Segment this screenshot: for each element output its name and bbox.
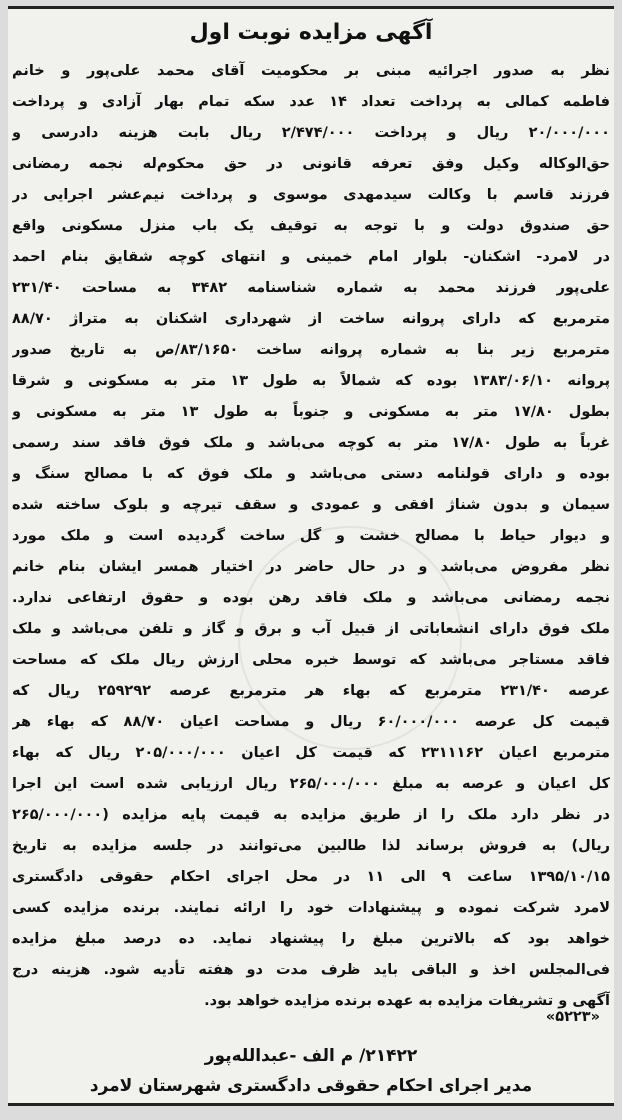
body-line: فاقد مستاجر می‌باشد که توسط خبره محلی ارزش ریال ملک که مساحت [12, 652, 610, 668]
body-line: بوده و دارای قولنامه دستی می‌باشد و ملک فوق که با مصالح سنگ و [12, 466, 610, 482]
body-line: پروانه ۱۳۸۳/۰۶/۱۰ بوده که شمالاً به طول ۱۳ متر به مسکونی و شرقا [12, 373, 610, 389]
body-line: در لامرد- اشکنان- بلوار امام خمینی و انتهای کوچه شقایق بنام احمد [12, 249, 610, 265]
body-line: نجمه رمضانی می‌باشد و ملک فاقد رهن بوده و حقوق ارتفاعی ندارد. [12, 590, 610, 606]
notice-title: آگهی مزایده نوبت اول [189, 20, 433, 45]
body-line: عرصه ۲۳۱/۴۰ مترمربع که بهاء هر مترمربع عرصه ۲۵۹۲۹۲ ریال که [12, 683, 610, 699]
bottom-border-rule [8, 1103, 614, 1106]
body-line: نظر به صدور اجرائیه مبنی بر محکومیت آقای محمد علی‌پور و خانم [12, 63, 610, 79]
signature-reference: ۲۱۴۲۲/ م الف -عبدالله‌پور [204, 1046, 418, 1066]
body-line: کل اعیان و عرصه به مبلغ ۲۶۵/۰۰۰/۰۰۰ ریال ارزیابی شده است این اجرا [12, 776, 610, 792]
body-line: علی‌پور فرزند محمد به شماره شناسنامه ۳۴۸۲ به مساحت ۲۳۱/۴۰ [12, 280, 610, 296]
body-line: مترمربع اعیان ۲۳۱۱۱۶۲ که قیمت کل اعیان ۲۰۵/۰۰۰/۰۰۰ ریال که بهاء [12, 745, 610, 761]
body-line: خواهد بود که بالاترین مبلغ را پیشنهاد نماید. ده درصد مبلغ مزایده [12, 931, 610, 947]
body-line: فی‌المجلس اخذ و الباقی باید ظرف مدت دو هفته تأدیه شود. هزینه درج [12, 962, 610, 978]
body-line: ریال) به فروش برساند لذا طالبین می‌توانند در جلسه مزایده به تاریخ [12, 838, 610, 854]
notice-code: «۵۲۲۳» [545, 1009, 600, 1025]
body-line: فاطمه کمالی به پرداخت تعداد ۱۴ عدد سکه تمام بهار آزادی و پرداخت [12, 94, 610, 110]
body-line: و دیوار حیاط با مصالح خشت و گل ساخت گردیده است و ملک مورد [12, 528, 610, 544]
body-line: نظر مفروض می‌باشد و در حال حاضر در اختیار همسر ایشان بنام خانم [12, 559, 610, 575]
body-line: مترمربع که دارای پروانه ساخت از شهرداری اشکنان به متراژ ۸۸/۷۰ [12, 311, 610, 327]
body-line: فرزند قاسم با وکالت سیدمهدی موسوی و پرداخت نیم‌عشر اجرایی در [12, 187, 610, 203]
body-line: ملک فوق دارای انشعاباتی از قبیل آب و برق و گاز و تلفن می‌باشد و ملک [12, 621, 610, 637]
top-border-rule [8, 6, 614, 9]
notice-page [8, 6, 614, 1106]
body-line: ۲۰/۰۰۰/۰۰۰ ریال و پرداخت ۲/۴۷۴/۰۰۰ ریال بابت هزینه دادرسی و [12, 125, 610, 141]
body-line: سیمان و بدون شناژ افقی و عمودی و سقف تیرچه و بلوک ساخته شده [12, 497, 610, 513]
body-line: حق صندوق دولت و با توجه به توقیف یک باب منزل مسکونی واقع [12, 218, 610, 234]
body-line: حق‌الوکاله وکیل وفق تعرفه قانونی در حق محکوم‌له نجمه رمضانی [12, 156, 610, 172]
body-line: ۱۳۹۵/۱۰/۱۵ ساعت ۹ الی ۱۱ در محل اجرای احکام حقوقی دادگستری [12, 869, 610, 885]
body-line: آگهی و تشریفات مزایده به عهده برنده مزایده خواهد بود. [204, 993, 610, 1009]
body-line: غرباً به طول ۱۷/۸۰ متر به کوچه می‌باشد و ملک فوق فاقد سند رسمی [12, 435, 610, 451]
body-line: مترمربع زیر بنا به شماره پروانه ساخت ۸۳/۱۶۵۰/ص به تاریخ صدور [12, 342, 610, 358]
signature-office: مدیر اجرای احکام حقوقی دادگستری شهرستان لامرد [89, 1076, 533, 1096]
body-line: لامرد شرکت نموده و پیشنهادات خود را ارائه نمایند. برنده مزایده کسی [12, 900, 610, 916]
body-line: در نظر دارد ملک را از طریق مزایده به قیمت پایه مزایده (۲۶۵/۰۰۰/۰۰۰ [12, 807, 610, 823]
notice-body [12, 56, 610, 1017]
body-line: بطول ۱۷/۸۰ متر به مسکونی و جنوباً به طول ۱۳ متر به مسکونی و [12, 404, 610, 420]
body-line: قیمت کل عرصه ۶۰/۰۰۰/۰۰۰ ریال و مساحت اعیان ۸۸/۷۰ که بهاء هر [12, 714, 610, 730]
